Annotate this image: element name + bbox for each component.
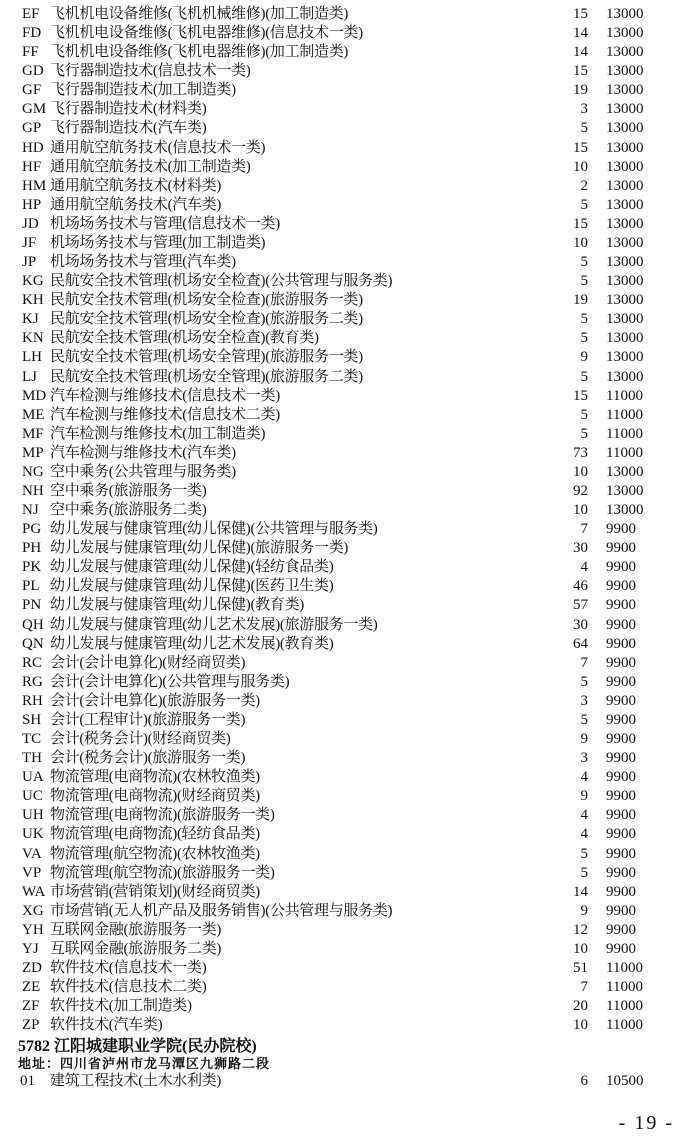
table-row <box>0 272 680 291</box>
enrollment-count: 92 <box>573 483 588 499</box>
table-row <box>0 864 680 883</box>
table-row <box>0 845 680 864</box>
program-name: 民航安全技术管理(机场安全检查)(教育类) <box>50 330 319 347</box>
program-code: MD <box>22 387 47 404</box>
tuition-fee: 13000 <box>606 483 644 499</box>
enrollment-count: 4 <box>580 807 588 824</box>
enrollment-count: 10 <box>573 234 588 251</box>
page-number: - 19 - <box>618 1112 674 1134</box>
enrollment-count: 19 <box>573 292 588 309</box>
table-row <box>0 978 680 997</box>
program-name: 会计(会计电算化)(财经商贸类) <box>50 654 246 671</box>
program-name: 会计(会计电算化)(旅游服务一类) <box>50 692 260 709</box>
program-code: FD <box>22 25 42 42</box>
table-row <box>0 196 680 215</box>
tuition-fee: 11000 <box>606 960 643 976</box>
enrollment-count: 30 <box>573 540 588 557</box>
program-name: 幼儿发展与健康管理(幼儿保健)(教育类) <box>50 597 304 614</box>
tuition-fee: 9900 <box>606 635 636 652</box>
program-code: FF <box>22 44 39 61</box>
table-row <box>0 577 680 596</box>
program-name: 通用航空航务技术(材料类) <box>50 177 222 194</box>
enrollment-count: 9 <box>580 349 588 366</box>
table-row <box>0 81 680 100</box>
tuition-fee: 9900 <box>606 807 636 824</box>
program-code: YJ <box>22 940 39 957</box>
program-name: 物流管理(电商物流)(旅游服务一类) <box>50 807 275 824</box>
enrollment-count: 5 <box>580 368 588 385</box>
enrollment-count: 4 <box>580 559 588 576</box>
program-code: VA <box>22 845 42 862</box>
table-row <box>0 825 680 844</box>
tuition-fee: 10500 <box>606 1073 644 1089</box>
tuition-fee: 9900 <box>606 788 636 805</box>
tuition-fee: 13000 <box>606 44 644 61</box>
tuition-fee: 9900 <box>606 940 636 957</box>
tuition-fee: 9900 <box>606 559 636 576</box>
tuition-fee: 9900 <box>606 826 636 843</box>
table-row <box>0 501 680 520</box>
table-row <box>0 463 680 482</box>
tuition-fee: 13000 <box>606 158 644 175</box>
tuition-fee: 13000 <box>606 63 644 80</box>
tuition-fee: 13000 <box>606 101 644 118</box>
program-name: 会计(税务会计)(旅游服务一类) <box>50 750 246 767</box>
enrollment-count: 5 <box>580 330 588 347</box>
enrollment-count: 5 <box>580 406 588 423</box>
enrollment-count: 64 <box>573 635 588 652</box>
program-code: TC <box>22 731 42 748</box>
enrollment-count: 4 <box>580 769 588 786</box>
table-row <box>0 215 680 234</box>
tuition-fee: 9900 <box>606 692 636 709</box>
enrollment-count: 14 <box>573 44 588 61</box>
table-row <box>0 730 680 749</box>
tuition-fee: 9900 <box>606 864 636 881</box>
enrollment-count: 15 <box>573 215 588 232</box>
program-code: VP <box>22 864 42 881</box>
program-name: 通用航空航务技术(信息技术一类) <box>50 139 266 156</box>
program-code: HM <box>22 177 47 194</box>
tuition-fee: 11000 <box>606 425 643 442</box>
tuition-fee: 13000 <box>606 25 644 42</box>
program-code: RG <box>22 673 43 690</box>
tuition-fee: 9900 <box>606 521 636 538</box>
enrollment-count: 5 <box>580 196 588 213</box>
tuition-fee: 11000 <box>606 406 643 423</box>
tuition-fee: 9900 <box>606 711 636 728</box>
program-code: 01 <box>20 1073 35 1089</box>
enrollment-count: 5 <box>580 311 588 328</box>
tuition-fee: 13000 <box>606 139 644 156</box>
enrollment-count: 10 <box>573 940 588 957</box>
program-code: LJ <box>22 368 37 385</box>
tuition-fee: 13000 <box>606 82 644 99</box>
program-name: 物流管理(电商物流)(轻纺食品类) <box>50 826 260 843</box>
table-row <box>0 329 680 348</box>
program-code: HP <box>22 196 42 213</box>
tuition-fee: 13000 <box>606 6 644 22</box>
program-code: XG <box>22 902 44 919</box>
program-code: UC <box>22 788 43 805</box>
tuition-fee: 11000 <box>606 979 643 996</box>
program-name: 互联网金融(旅游服务一类) <box>50 921 222 938</box>
table-row <box>0 368 680 387</box>
program-code: UA <box>22 769 44 786</box>
enrollment-count: 10 <box>573 158 588 175</box>
tuition-fee: 11000 <box>606 998 643 1015</box>
program-name: 空中乘务(旅游服务二类) <box>50 502 207 519</box>
enrollment-count: 4 <box>580 826 588 843</box>
table-row <box>0 62 680 81</box>
program-name: 飞行器制造技术(加工制造类) <box>50 82 236 99</box>
enrollment-count: 15 <box>573 139 588 156</box>
program-name: 幼儿发展与健康管理(幼儿保健)(公共管理与服务类) <box>50 521 378 538</box>
program-code: MF <box>22 425 44 442</box>
table-row <box>0 997 680 1016</box>
tuition-fee: 13000 <box>606 215 644 232</box>
program-name: 软件技术(加工制造类) <box>50 998 192 1015</box>
tuition-fee: 13000 <box>606 502 644 519</box>
tuition-fee: 13000 <box>606 311 644 328</box>
enrollment-count: 57 <box>573 597 588 614</box>
tuition-fee: 13000 <box>606 177 644 194</box>
tuition-fee: 9900 <box>606 883 636 900</box>
program-name: 会计(工程审计)(旅游服务一类) <box>50 711 246 728</box>
table-row <box>0 692 680 711</box>
program-code: TH <box>22 750 42 767</box>
program-name: 飞行器制造技术(材料类) <box>50 101 207 118</box>
enrollment-count: 5 <box>580 711 588 728</box>
enrollment-count: 10 <box>573 502 588 519</box>
table-row <box>0 959 680 978</box>
school-title: 5782 江阳城建职业学院(民办院校) <box>18 1038 257 1055</box>
enrollment-count: 14 <box>573 883 588 900</box>
program-code: SH <box>22 711 42 728</box>
program-name: 汽车检测与维修技术(信息技术一类) <box>50 387 280 404</box>
enrollment-count: 20 <box>573 998 588 1015</box>
program-name: 飞行器制造技术(汽车类) <box>50 120 207 137</box>
table-row <box>0 940 680 959</box>
program-name: 民航安全技术管理(机场安全检查)(旅游服务二类) <box>50 311 363 328</box>
table-row <box>0 234 680 253</box>
program-name: 民航安全技术管理(机场安全管理)(旅游服务一类) <box>50 349 363 366</box>
table-row <box>0 177 680 196</box>
program-name: 汽车检测与维修技术(信息技术二类) <box>50 406 280 423</box>
tuition-fee: 11000 <box>606 387 643 404</box>
enrollment-count: 5 <box>580 425 588 442</box>
tuition-fee: 9900 <box>606 769 636 786</box>
program-code: ZE <box>22 979 41 996</box>
enrollment-count: 5 <box>580 673 588 690</box>
enrollment-count: 9 <box>580 788 588 805</box>
enrollment-count: 9 <box>580 902 588 919</box>
tuition-fee: 13000 <box>606 330 644 347</box>
table-row <box>0 291 680 310</box>
tuition-fee: 9900 <box>606 654 636 671</box>
program-name: 幼儿发展与健康管理(幼儿艺术发展)(旅游服务一类) <box>50 616 378 633</box>
program-code: UK <box>22 826 44 843</box>
program-code: HF <box>22 158 42 175</box>
program-code: KN <box>22 330 44 347</box>
tuition-fee: 11000 <box>606 444 643 461</box>
enrollment-count: 14 <box>573 25 588 42</box>
program-code: EF <box>22 6 40 22</box>
table-row <box>0 749 680 768</box>
program-code: RH <box>22 692 43 709</box>
program-name: 飞机机电设备维修(飞机电器维修)(信息技术一类) <box>50 25 363 42</box>
tuition-fee: 9900 <box>606 921 636 938</box>
program-code: KH <box>22 292 44 309</box>
enrollment-count: 7 <box>580 979 588 996</box>
program-code: GD <box>22 63 44 80</box>
program-name: 互联网金融(旅游服务二类) <box>50 940 222 957</box>
program-code: WA <box>22 883 46 900</box>
table-row <box>0 253 680 272</box>
table-row <box>0 902 680 921</box>
tuition-fee: 9900 <box>606 731 636 748</box>
program-name: 物流管理(航空物流)(旅游服务一类) <box>50 864 275 881</box>
table-row <box>0 444 680 463</box>
table-row <box>0 596 680 615</box>
table-row <box>0 24 680 43</box>
program-code: ZP <box>22 1017 40 1034</box>
tuition-fee: 13000 <box>606 120 644 137</box>
tuition-fee: 13000 <box>606 196 644 213</box>
table-row <box>0 158 680 177</box>
table-row <box>0 482 680 501</box>
program-name: 幼儿发展与健康管理(幼儿保健)(医药卫生类) <box>50 578 334 595</box>
program-name: 汽车检测与维修技术(加工制造类) <box>50 425 266 442</box>
tuition-fee: 9900 <box>606 597 636 614</box>
program-name: 幼儿发展与健康管理(幼儿保健)(轻纺食品类) <box>50 559 334 576</box>
program-code: YH <box>22 921 44 938</box>
table-row <box>0 616 680 635</box>
program-name: 物流管理(航空物流)(农林牧渔类) <box>50 845 260 862</box>
program-code: ZF <box>22 998 40 1015</box>
table-row <box>0 558 680 577</box>
program-name: 空中乘务(旅游服务一类) <box>50 483 207 499</box>
table-row <box>0 520 680 539</box>
program-name: 飞行器制造技术(信息技术一类) <box>50 63 251 80</box>
tuition-fee: 13000 <box>606 254 644 271</box>
enrollment-count: 19 <box>573 82 588 99</box>
enrollment-count: 6 <box>580 1073 588 1089</box>
program-name: 汽车检测与维修技术(汽车类) <box>50 444 236 461</box>
program-code: RC <box>22 654 43 671</box>
program-name: 飞机机电设备维修(飞机电器维修)(加工制造类) <box>50 44 349 61</box>
enrollment-count: 5 <box>580 864 588 881</box>
table-row <box>0 787 680 806</box>
enrollment-count: 5 <box>580 120 588 137</box>
program-name: 机场场务技术与管理(汽车类) <box>50 254 236 271</box>
table-row <box>0 139 680 158</box>
program-name: 幼儿发展与健康管理(幼儿保健)(旅游服务一类) <box>50 540 349 557</box>
program-name: 软件技术(信息技术二类) <box>50 979 207 996</box>
table-row <box>0 100 680 119</box>
table-row <box>0 635 680 654</box>
table-row <box>0 768 680 787</box>
program-name: 软件技术(信息技术一类) <box>50 960 207 976</box>
program-name: 机场场务技术与管理(信息技术一类) <box>50 215 280 232</box>
enrollment-count: 3 <box>580 750 588 767</box>
tuition-fee: 9900 <box>606 578 636 595</box>
tuition-fee: 9900 <box>606 845 636 862</box>
enrollment-count: 3 <box>580 692 588 709</box>
tuition-fee: 13000 <box>606 368 644 385</box>
enrollment-count: 7 <box>580 521 588 538</box>
table-row <box>0 387 680 406</box>
program-code: PH <box>22 540 42 557</box>
tuition-fee: 13000 <box>606 292 644 309</box>
table-row <box>0 310 680 329</box>
tuition-fee: 9900 <box>606 673 636 690</box>
table-row <box>0 921 680 940</box>
program-name: 建筑工程技术(土木水利类) <box>50 1073 222 1089</box>
program-name: 民航安全技术管理(机场安全管理)(旅游服务二类) <box>50 368 363 385</box>
program-name: 物流管理(电商物流)(财经商贸类) <box>50 788 260 805</box>
program-name: 飞机机电设备维修(飞机机械维修)(加工制造类) <box>50 6 349 22</box>
program-code: GF <box>22 82 42 99</box>
table-row <box>0 406 680 425</box>
tuition-fee: 9900 <box>606 750 636 767</box>
program-code: JD <box>22 215 39 232</box>
enrollment-count: 73 <box>573 444 588 461</box>
enrollment-count: 10 <box>573 463 588 480</box>
enrollment-count: 15 <box>573 387 588 404</box>
program-code: ZD <box>22 960 42 976</box>
enrollment-count: 12 <box>573 921 588 938</box>
enrollment-count: 5 <box>580 845 588 862</box>
enrollment-count: 46 <box>573 578 588 595</box>
program-code: ME <box>22 406 45 423</box>
table-row <box>0 673 680 692</box>
program-code: UH <box>22 807 44 824</box>
tuition-fee: 9900 <box>606 902 636 919</box>
table-row <box>0 654 680 673</box>
enrollment-count: 15 <box>573 6 588 22</box>
program-code: MP <box>22 444 44 461</box>
program-name: 机场场务技术与管理(加工制造类) <box>50 234 266 251</box>
program-code: JP <box>22 254 37 271</box>
enrollment-count: 2 <box>580 177 588 194</box>
program-code: LH <box>22 349 42 366</box>
program-name: 市场营销(营销策划)(财经商贸类) <box>50 883 260 900</box>
tuition-fee: 13000 <box>606 234 644 251</box>
table-row <box>0 806 680 825</box>
tuition-fee: 13000 <box>606 349 644 366</box>
table-row <box>0 425 680 444</box>
enrollment-count: 5 <box>580 254 588 271</box>
program-name: 软件技术(汽车类) <box>50 1017 163 1034</box>
program-code: JF <box>22 234 37 251</box>
program-code: KG <box>22 273 44 290</box>
program-code: NH <box>22 483 44 499</box>
enrollment-count: 7 <box>580 654 588 671</box>
program-code: QH <box>22 616 44 633</box>
tuition-fee: 11000 <box>606 1017 643 1034</box>
program-code: QN <box>22 635 44 652</box>
program-code: NJ <box>22 502 39 519</box>
tuition-fee: 13000 <box>606 463 644 480</box>
program-name: 通用航空航务技术(加工制造类) <box>50 158 251 175</box>
table-row <box>0 539 680 558</box>
program-code: PL <box>22 578 40 595</box>
table-row <box>0 1072 680 1091</box>
program-code: PK <box>22 559 42 576</box>
program-name: 会计(会计电算化)(公共管理与服务类) <box>50 673 290 690</box>
program-name: 物流管理(电商物流)(农林牧渔类) <box>50 769 260 786</box>
program-name: 通用航空航务技术(汽车类) <box>50 196 222 213</box>
enrollment-count: 51 <box>573 960 588 976</box>
table-row <box>0 119 680 138</box>
enrollment-count: 15 <box>573 63 588 80</box>
program-name: 空中乘务(公共管理与服务类) <box>50 463 236 480</box>
program-code: PN <box>22 597 42 614</box>
enrollment-count: 30 <box>573 616 588 633</box>
program-code: KJ <box>22 311 39 328</box>
program-code: GM <box>22 101 47 118</box>
enrollment-count: 5 <box>580 273 588 290</box>
enrollment-count: 9 <box>580 731 588 748</box>
program-name: 市场营销(无人机产品及服务销售)(公共管理与服务类) <box>50 902 393 919</box>
program-code: PG <box>22 521 42 538</box>
program-name: 会计(税务会计)(财经商贸类) <box>50 731 231 748</box>
program-name: 民航安全技术管理(机场安全检查)(旅游服务一类) <box>50 292 363 309</box>
school-address: 地址：四川省泸州市龙马潭区九狮路二段 <box>18 1057 271 1072</box>
enrollment-count: 10 <box>573 1017 588 1034</box>
table-row <box>0 43 680 62</box>
table-row <box>0 711 680 730</box>
table-row <box>0 5 680 24</box>
program-code: NG <box>22 463 44 480</box>
tuition-fee: 13000 <box>606 273 644 290</box>
table-row <box>0 883 680 902</box>
program-code: GP <box>22 120 42 137</box>
tuition-fee: 9900 <box>606 616 636 633</box>
program-code: HD <box>22 139 44 156</box>
tuition-fee: 9900 <box>606 540 636 557</box>
program-name: 幼儿发展与健康管理(幼儿艺术发展)(教育类) <box>50 635 334 652</box>
table-row <box>0 348 680 367</box>
program-name: 民航安全技术管理(机场安全检查)(公共管理与服务类) <box>50 273 393 290</box>
enrollment-count: 3 <box>580 101 588 118</box>
